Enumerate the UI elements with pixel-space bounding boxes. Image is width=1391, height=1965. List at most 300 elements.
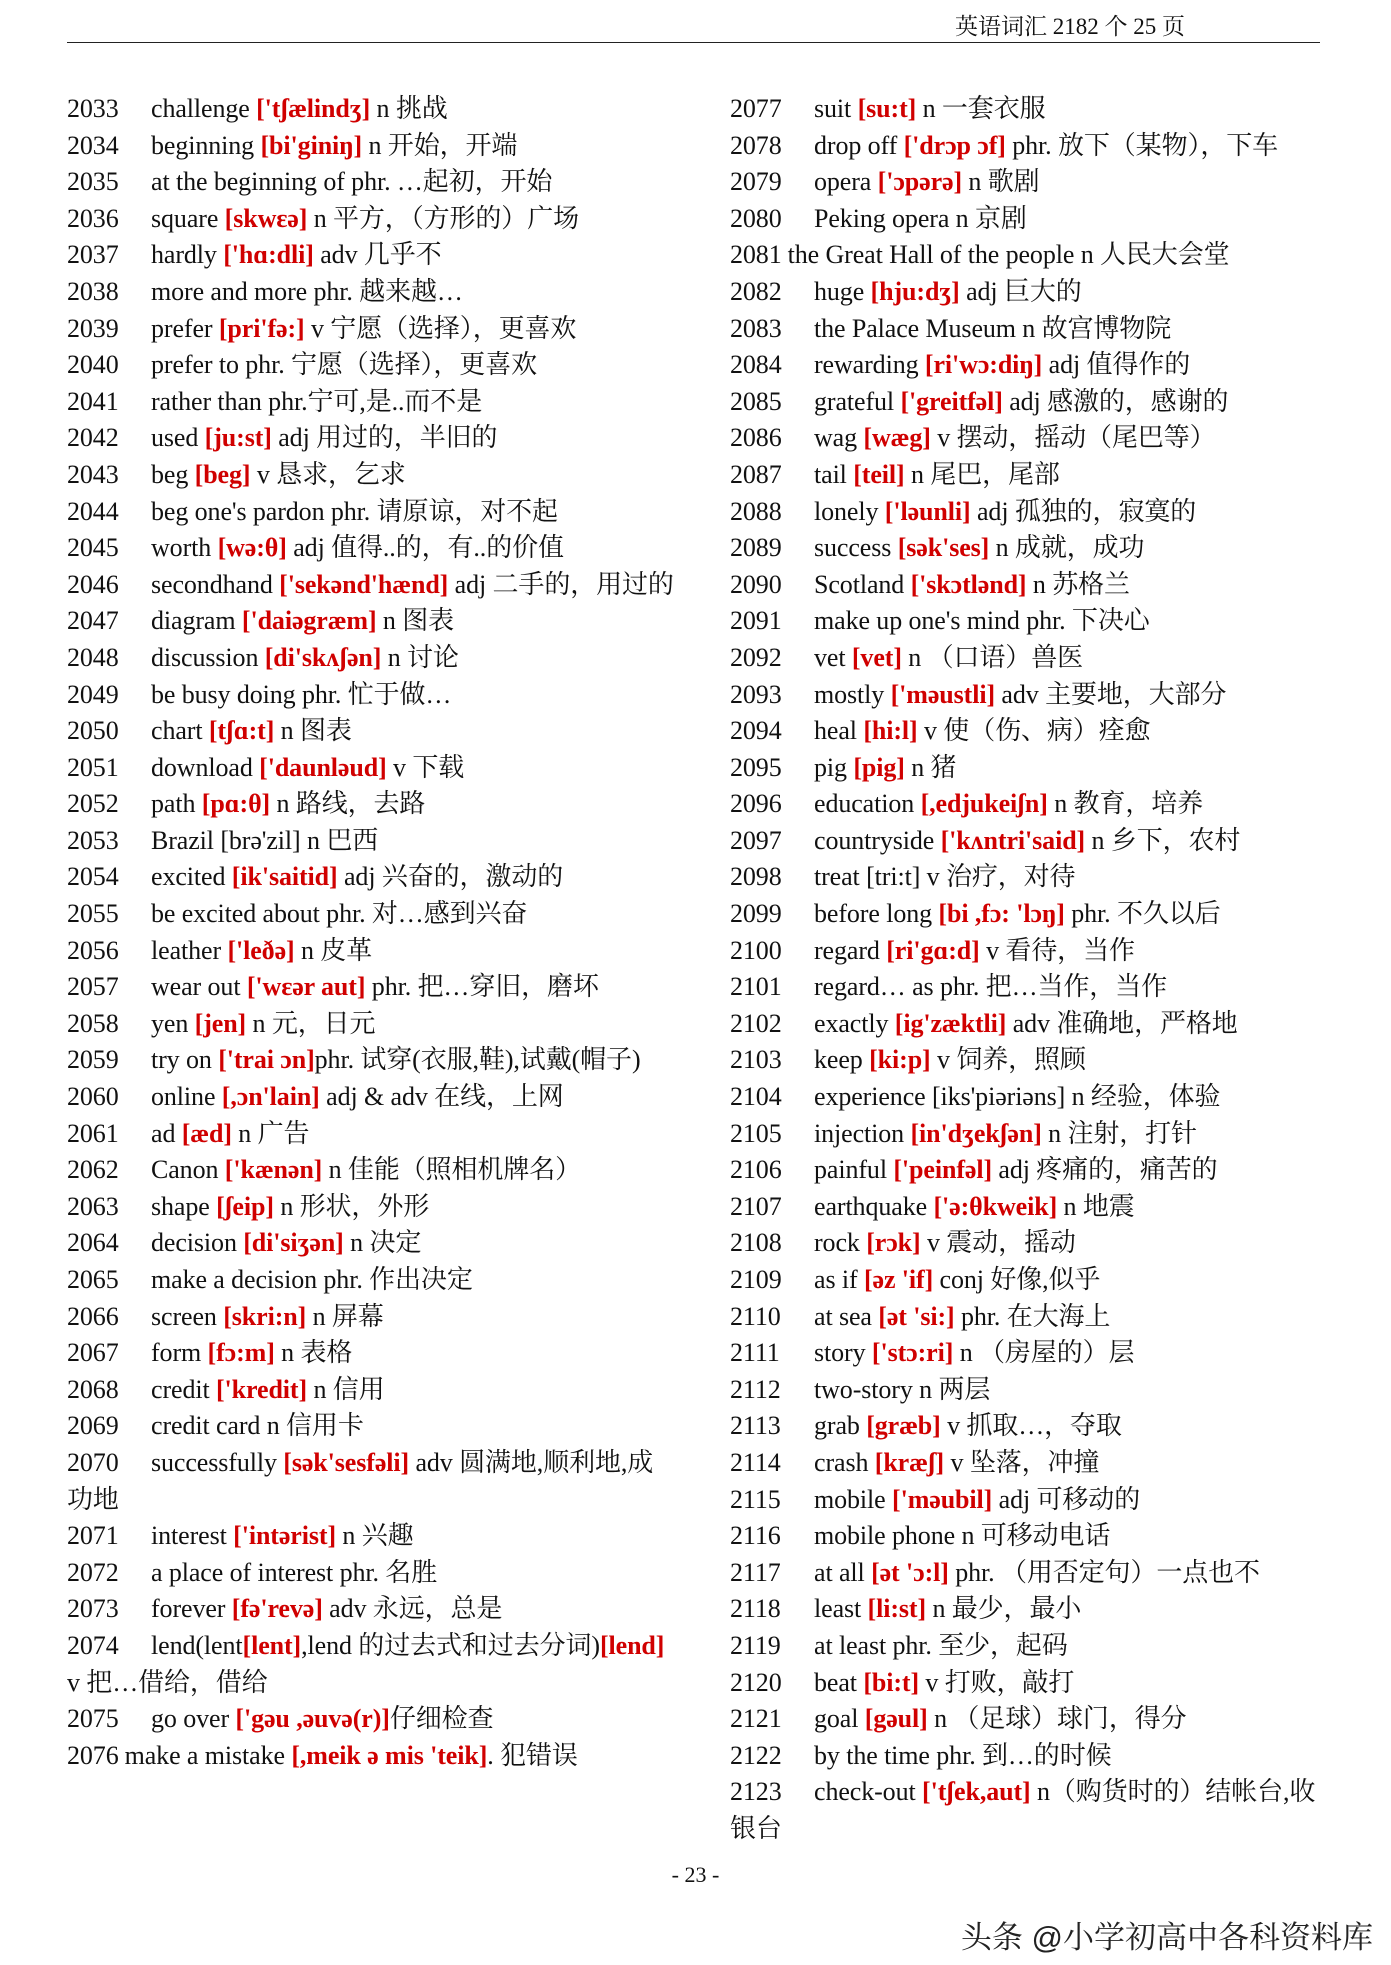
entry-word: worth [151, 533, 218, 563]
entry-phonetic: [,edjukeiʃn] [920, 789, 1048, 819]
entry-word: hardly [151, 240, 224, 270]
entry-word: earthquake [814, 1191, 934, 1221]
entry-phonetic: [sək'sesfəli] [283, 1447, 410, 1477]
entry-number: 2109 [730, 1265, 782, 1294]
entry-meaning: adj 孤独的，寂寞的 [970, 496, 1197, 526]
vocab-entry [67, 1225, 675, 1262]
entry-word: make a mistake [124, 1740, 292, 1770]
entry-phonetic: ['məustli] [890, 679, 996, 709]
entry-word: credit card n 信用卡 [151, 1411, 364, 1441]
entry-meaning: adj 值得作的 [1042, 350, 1191, 380]
entry-word: square [151, 203, 225, 233]
entry-number: 2111 [730, 1338, 780, 1368]
vocab-entry [67, 1518, 675, 1555]
entry-number: 2113 [730, 1411, 781, 1441]
entry-number: 2071 [67, 1521, 119, 1551]
entry-meaning: adv 圆满地,顺利地,成功地 [67, 1447, 654, 1514]
entry-word: Peking opera n 京剧 [814, 203, 1027, 233]
entry-word: grab [814, 1411, 867, 1441]
entry-phonetic: [di'skʌʃən] [264, 642, 382, 672]
entry-meaning: conj 好像,似乎 [933, 1265, 1101, 1294]
entry-meaning: v 抓取…，夺取 [940, 1411, 1122, 1441]
entry-meaning: v 把…借给，借给 [67, 1667, 268, 1697]
entry-meaning: n 乡下，农村 [1085, 825, 1241, 855]
entry-word: successfully [151, 1447, 284, 1477]
entry-number: 2090 [730, 569, 782, 599]
entry-number: 2042 [67, 423, 119, 453]
entry-phonetic: [jen] [194, 1008, 247, 1038]
entry-number: 2056 [67, 935, 119, 965]
vocab-entry [67, 1262, 675, 1299]
entry-phonetic: [græb] [866, 1411, 941, 1441]
entry-number: 2079 [730, 167, 782, 197]
entry-phonetic: [di'siʒən] [243, 1228, 344, 1258]
entry-phonetic: [ik'saitid] [231, 862, 338, 892]
entry-word: crash [814, 1447, 875, 1477]
entry-number: 2114 [730, 1447, 781, 1477]
vocab-entry [67, 494, 675, 531]
entry-phonetic: [pɑ:θ] [201, 789, 271, 819]
entry-phonetic: ['kænən] [224, 1155, 323, 1185]
entry-word: mostly [814, 679, 891, 709]
entry-phonetic: [,meik ə mis 'teik] [291, 1740, 488, 1770]
vocab-entry [67, 823, 675, 860]
entry-number: 2121 [730, 1704, 782, 1734]
entry-number: 2057 [67, 972, 119, 1002]
vocab-entry [730, 1335, 1320, 1372]
entry-number: 2051 [67, 752, 119, 782]
entry-number: 2052 [67, 789, 119, 819]
entry-meaning: n 兴趣 [336, 1521, 414, 1551]
vocab-entry [67, 933, 675, 970]
entry-number: 2036 [67, 203, 119, 233]
entry-meaning: n 广告 [231, 1118, 310, 1148]
entry-meaning: n 注射，打针 [1041, 1118, 1197, 1148]
entry-word: make up one's mind phr. 下决心 [814, 606, 1150, 636]
entry-number: 2078 [730, 130, 782, 160]
entry-number: 2112 [730, 1374, 781, 1404]
entry-phonetic: [hju:dʒ] [870, 276, 960, 306]
vocab-entry [67, 1445, 675, 1518]
entry-meaning: n 表格 [274, 1338, 353, 1368]
entry-phonetic: ['kʌntri'said] [940, 825, 1086, 855]
vocab-entry [730, 1372, 1320, 1409]
entry-meaning: n （口语）兽医 [901, 642, 1083, 672]
entry-phonetic: [rɔk] [866, 1228, 921, 1258]
vocab-entry [67, 91, 675, 128]
entry-number: 2085 [730, 386, 782, 416]
vocab-entry [67, 1152, 675, 1189]
vocab-entry [67, 677, 675, 714]
vocab-entry [730, 1116, 1320, 1153]
entry-word: least [814, 1594, 868, 1624]
entry-number: 2059 [67, 1045, 119, 1075]
vocab-entry [730, 1445, 1320, 1482]
vocab-entry [730, 274, 1320, 311]
entry-phonetic: ['peinfəl] [893, 1155, 993, 1185]
entry-word: as if [814, 1265, 864, 1294]
entry-word: goal [814, 1704, 865, 1734]
entry-word: two-story n 两层 [814, 1374, 991, 1404]
entry-meaning: v 宁愿（选择），更喜欢 [304, 313, 577, 343]
vocab-entry [67, 1372, 675, 1409]
vocab-entry [67, 128, 675, 165]
vocab-entry [730, 420, 1320, 457]
entry-number: 2081 [730, 240, 782, 270]
entry-number: 2118 [730, 1594, 781, 1624]
entry-phonetic: [vet] [851, 642, 902, 672]
entry-meaning: n 苏格兰 [1026, 569, 1130, 599]
entry-number: 2082 [730, 276, 782, 306]
entry-phonetic: ['ɔpərə] [877, 167, 963, 197]
vocab-entry [730, 1518, 1320, 1555]
entry-number: 2034 [67, 130, 119, 160]
entry-number: 2115 [730, 1484, 781, 1514]
entry-number: 2097 [730, 825, 782, 855]
header-title: 英语词汇 2182 个 25 页 [955, 14, 1185, 39]
entry-word: prefer to phr. 宁愿（选择），更喜欢 [151, 350, 538, 380]
entry-number: 2060 [67, 1082, 119, 1112]
entry-word: rewarding [814, 350, 925, 380]
entry-word: injection [814, 1118, 911, 1148]
entry-word: decision [151, 1228, 244, 1258]
entry-meaning: adj 可移动的 [992, 1484, 1141, 1514]
entry-number: 2065 [67, 1265, 119, 1294]
vocab-entry [730, 1079, 1320, 1116]
vocab-entry [67, 1335, 675, 1372]
entry-word: heal [814, 716, 864, 746]
entry-number: 2069 [67, 1411, 119, 1441]
entry-number: 2054 [67, 862, 119, 892]
entry-phonetic: [tʃɑ:t] [208, 716, 275, 746]
vocab-entry [730, 786, 1320, 823]
watermark: 头条 @小学初高中各科资料库 [960, 1920, 1373, 1955]
vocab-entry [730, 128, 1320, 165]
vocab-entry [730, 1408, 1320, 1445]
entry-number: 2068 [67, 1374, 119, 1404]
entry-word: lend(lent [151, 1630, 243, 1660]
vocab-entry [67, 896, 675, 933]
vocab-entry [730, 1555, 1320, 1592]
entry-number: 2107 [730, 1191, 782, 1221]
entry-phonetic: ['kredit] [216, 1374, 308, 1404]
vocab-entry [730, 347, 1320, 384]
vocab-entry [730, 1591, 1320, 1628]
entry-phonetic: ['ləunli] [884, 496, 971, 526]
entry-word: beginning [151, 130, 261, 160]
entry-meaning: adj 用过的，半旧的 [271, 423, 498, 453]
entry-word: secondhand [151, 569, 280, 599]
page-number: - 23 - [671, 1862, 720, 1887]
entry-number: 2047 [67, 606, 119, 636]
entry-phonetic: ['gəu ,əuvə(r)] [235, 1704, 390, 1734]
vocab-entry [730, 823, 1320, 860]
vocab-entry [67, 1555, 675, 1592]
entry-number: 2049 [67, 679, 119, 709]
entry-number: 2080 [730, 203, 782, 233]
entry-meaning: n 形状，外形 [273, 1191, 430, 1221]
entry-meaning: n 猪 [904, 752, 957, 782]
entry-phonetic: ['stɔ:ri] [871, 1338, 954, 1368]
entry-phonetic: ['leðə] [227, 935, 295, 965]
entry-meaning: adv 几乎不 [313, 240, 442, 270]
entry-number: 2119 [730, 1630, 781, 1660]
entry-phonetic: [skri:n] [223, 1301, 307, 1331]
entry-phonetic: ['tʃælindʒ] [256, 94, 371, 123]
entry-number: 2088 [730, 496, 782, 526]
vocab-entry [67, 1189, 675, 1226]
vocab-entry [730, 1189, 1320, 1226]
entry-meaning: adj 兴奋的，激动的 [337, 862, 564, 892]
entry-number: 2055 [67, 899, 119, 929]
vocab-entry [730, 201, 1320, 238]
entry-meaning: v 打败，敲打 [919, 1667, 1075, 1697]
entry-number: 2122 [730, 1740, 782, 1770]
vocab-entry [730, 933, 1320, 970]
entry-meaning: n 最少，最小 [926, 1594, 1082, 1624]
entry-word: prefer [151, 313, 219, 343]
entry-number: 2089 [730, 533, 782, 563]
entry-meaning: n 图表 [274, 716, 352, 746]
entry-word: education [814, 789, 921, 819]
entry-meaning: phr. 把…穿旧，磨坏 [365, 972, 599, 1002]
vocab-entry [730, 1482, 1320, 1519]
entry-meaning: n 元，日元 [246, 1008, 376, 1038]
vocab-entry [730, 859, 1320, 896]
entry-meaning: n 屏幕 [306, 1301, 384, 1331]
vocab-entry [67, 1628, 675, 1701]
entry-phonetic: [bi'giniŋ] [260, 130, 363, 160]
page-header [67, 8, 1320, 43]
entry-word: by the time phr. 到…的时候 [814, 1740, 1112, 1770]
entry-meaning: n 路线，去路 [270, 789, 426, 819]
entry-meaning: n 佳能（照相机牌名） [322, 1155, 582, 1185]
entry-phonetic: [wə:θ] [217, 533, 287, 563]
entry-number: 2106 [730, 1155, 782, 1185]
entry-number: 2091 [730, 606, 782, 636]
entry-word: check-out [814, 1777, 923, 1807]
entry-word: the Great Hall of the people n 人民大会堂 [787, 240, 1230, 270]
entry-word: suit [814, 94, 858, 123]
vocab-entry [730, 1262, 1320, 1299]
entry-meaning: adv 准确地，严格地 [1006, 1008, 1238, 1038]
vocab-entry [67, 603, 675, 640]
vocab-entry [730, 750, 1320, 787]
entry-meaning: phr. 不久以后 [1064, 899, 1221, 929]
vocab-entry [730, 677, 1320, 714]
entry-number: 2066 [67, 1301, 119, 1331]
entry-word: try on [151, 1045, 219, 1075]
vocab-entry [730, 1665, 1320, 1702]
entry-meaning: adj & adv 在线，上网 [319, 1082, 564, 1112]
vocab-entry [730, 1738, 1320, 1775]
vocab-entry [730, 969, 1320, 1006]
entry-word: chart [151, 716, 209, 746]
entry-word: wear out [151, 972, 247, 1002]
entry-number: 2063 [67, 1191, 119, 1221]
entry-word: pig [814, 752, 854, 782]
entry-number: 2033 [67, 94, 119, 123]
entry-number: 2039 [67, 313, 119, 343]
entry-number: 2048 [67, 642, 119, 672]
entry-number: 2053 [67, 825, 119, 855]
entry-word: keep [814, 1045, 870, 1075]
entry-number: 2083 [730, 313, 782, 343]
entry-number: 2103 [730, 1045, 782, 1075]
entry-word: shape [151, 1191, 217, 1221]
entry-number: 2086 [730, 423, 782, 453]
entry-number: 2076 [67, 1740, 119, 1770]
entry-phonetic: [li:st] [867, 1594, 927, 1624]
entry-phonetic: [bi:t] [863, 1667, 920, 1697]
entry-word: at least phr. 至少，起码 [814, 1630, 1068, 1660]
vocab-entry [730, 1701, 1320, 1738]
vocab-entry [67, 384, 675, 421]
entry-meaning: v 饲养，照顾 [930, 1045, 1086, 1075]
entry-phonetic: [ki:p] [869, 1045, 931, 1075]
entry-number: 2087 [730, 459, 782, 489]
entry-number: 2050 [67, 716, 119, 746]
vocab-entry [67, 201, 675, 238]
vocab-entry [67, 164, 675, 201]
left-column [67, 91, 675, 1774]
entry-meaning: n 挑战 [370, 94, 448, 123]
entry-word: diagram [151, 606, 242, 636]
entry-meaning: n （足球）球门，得分 [927, 1704, 1187, 1734]
entry-phonetic: [lent] [242, 1630, 302, 1660]
entry-word: path [151, 789, 202, 819]
vocab-entry [730, 457, 1320, 494]
vocab-entry [730, 311, 1320, 348]
entry-number: 2045 [67, 533, 119, 563]
entry-number: 2044 [67, 496, 119, 526]
entry-meaning: n 平方，（方形的）广场 [307, 203, 579, 233]
entry-phonetic: [ri'gɑ:d] [886, 935, 980, 965]
entry-word: exactly [814, 1008, 895, 1038]
entry-phonetic: [fə'revə] [231, 1594, 323, 1624]
entry-meaning: n 一套衣服 [916, 94, 1046, 123]
entry-phonetic: [lend] [599, 1630, 665, 1660]
vocab-entry [67, 237, 675, 274]
entry-word: used [151, 423, 205, 453]
entry-word: vet [814, 642, 852, 672]
entry-word: at all [814, 1557, 872, 1587]
vocab-entry [730, 1299, 1320, 1336]
entry-meaning: . 犯错误 [487, 1740, 578, 1770]
entry-meaning: n 地震 [1057, 1191, 1135, 1221]
vocab-entry [730, 896, 1320, 933]
entry-word: lonely [814, 496, 885, 526]
entry-word: rather than phr.宁可,是..而不是 [151, 386, 483, 416]
entry-number: 2084 [730, 350, 782, 380]
entry-number: 2043 [67, 459, 119, 489]
entry-word: painful [814, 1155, 894, 1185]
entry-number: 2123 [730, 1777, 782, 1807]
entry-number: 2094 [730, 716, 782, 746]
entry-number: 2099 [730, 899, 782, 929]
entry-word: experience [iks'piəriəns] n 经验，体验 [814, 1082, 1221, 1112]
entry-word: regard [814, 935, 887, 965]
entry-number: 2072 [67, 1557, 119, 1587]
entry-phonetic: [hi:l] [863, 716, 918, 746]
entry-meaning: n 皮革 [294, 935, 373, 965]
entry-word: screen [151, 1301, 224, 1331]
entry-phonetic: [gəul] [864, 1704, 928, 1734]
entry-word: wag [814, 423, 864, 453]
entry-meaning: adj 二手的，用过的 [448, 569, 674, 599]
entry-word: make a decision phr. 作出决定 [151, 1265, 473, 1294]
entry-number: 2092 [730, 642, 782, 672]
vocab-entry [67, 1738, 675, 1775]
entry-phonetic: ['tʃek,aut] [922, 1777, 1031, 1807]
vocab-entry [730, 494, 1320, 531]
entry-number: 2120 [730, 1667, 782, 1697]
entry-number: 2064 [67, 1228, 119, 1258]
entry-meaning: n 尾巴，尾部 [904, 459, 1060, 489]
entry-word: interest [151, 1521, 234, 1551]
vocab-entry [730, 530, 1320, 567]
entry-word: beg [151, 459, 195, 489]
vocab-entry [67, 311, 675, 348]
entry-number: 2095 [730, 752, 782, 782]
vocab-entry [730, 1628, 1320, 1665]
vocab-entry [730, 1042, 1320, 1079]
entry-meaning: adv 主要地，大部分 [995, 679, 1227, 709]
entry-phonetic: [wæg] [863, 423, 931, 453]
entry-phonetic: [pri'fə:] [218, 313, 305, 343]
entry-number: 2117 [730, 1557, 781, 1587]
entry-number: 2100 [730, 935, 782, 965]
entry-word: Canon [151, 1155, 225, 1185]
entry-meaning: v 看待，当作 [979, 935, 1135, 965]
entry-phonetic: [,ɔn'lain] [221, 1082, 320, 1112]
entry-word: at sea [814, 1301, 879, 1331]
vocab-entry [730, 713, 1320, 750]
vocab-entry [730, 237, 1320, 274]
entry-word: yen [151, 1008, 195, 1038]
entry-word: treat [tri:t] v 治疗，对待 [814, 862, 1076, 892]
vocab-entry [67, 1701, 675, 1738]
entry-meaning: adj 巨大的 [959, 276, 1082, 306]
entry-phonetic: ['drɔp ɔf] [903, 130, 1006, 160]
vocab-entry [730, 567, 1320, 604]
vocab-entry [67, 640, 675, 677]
vocab-entry [67, 786, 675, 823]
entry-word: grateful [814, 386, 901, 416]
entry-phonetic: ['trai ɔn] [218, 1045, 315, 1075]
entry-word: drop off [814, 130, 904, 160]
entry-phonetic: [æd] [181, 1118, 232, 1148]
entry-number: 2040 [67, 350, 119, 380]
entry-number: 2101 [730, 972, 782, 1002]
entry-meaning: v 恳求，乞求 [250, 459, 406, 489]
entry-word: rock [814, 1228, 867, 1258]
right-column [730, 91, 1320, 1848]
entry-number: 2067 [67, 1338, 119, 1368]
entry-meaning: v 下载 [386, 752, 465, 782]
entry-phonetic: [in'dʒekʃən] [910, 1118, 1042, 1148]
entry-meaning: adj 疼痛的，痛苦的 [992, 1155, 1218, 1185]
vocab-entry [67, 1408, 675, 1445]
entry-number: 2093 [730, 679, 782, 709]
entry-phonetic: ['sekənd'hænd] [279, 569, 449, 599]
vocab-entry [67, 1079, 675, 1116]
vocab-entry [67, 420, 675, 457]
entry-phonetic: [beg] [194, 459, 251, 489]
entry-meaning: ,lend 的过去式和过去分词) [301, 1630, 600, 1660]
entry-number: 2070 [67, 1447, 119, 1477]
vocab-entry [67, 859, 675, 896]
